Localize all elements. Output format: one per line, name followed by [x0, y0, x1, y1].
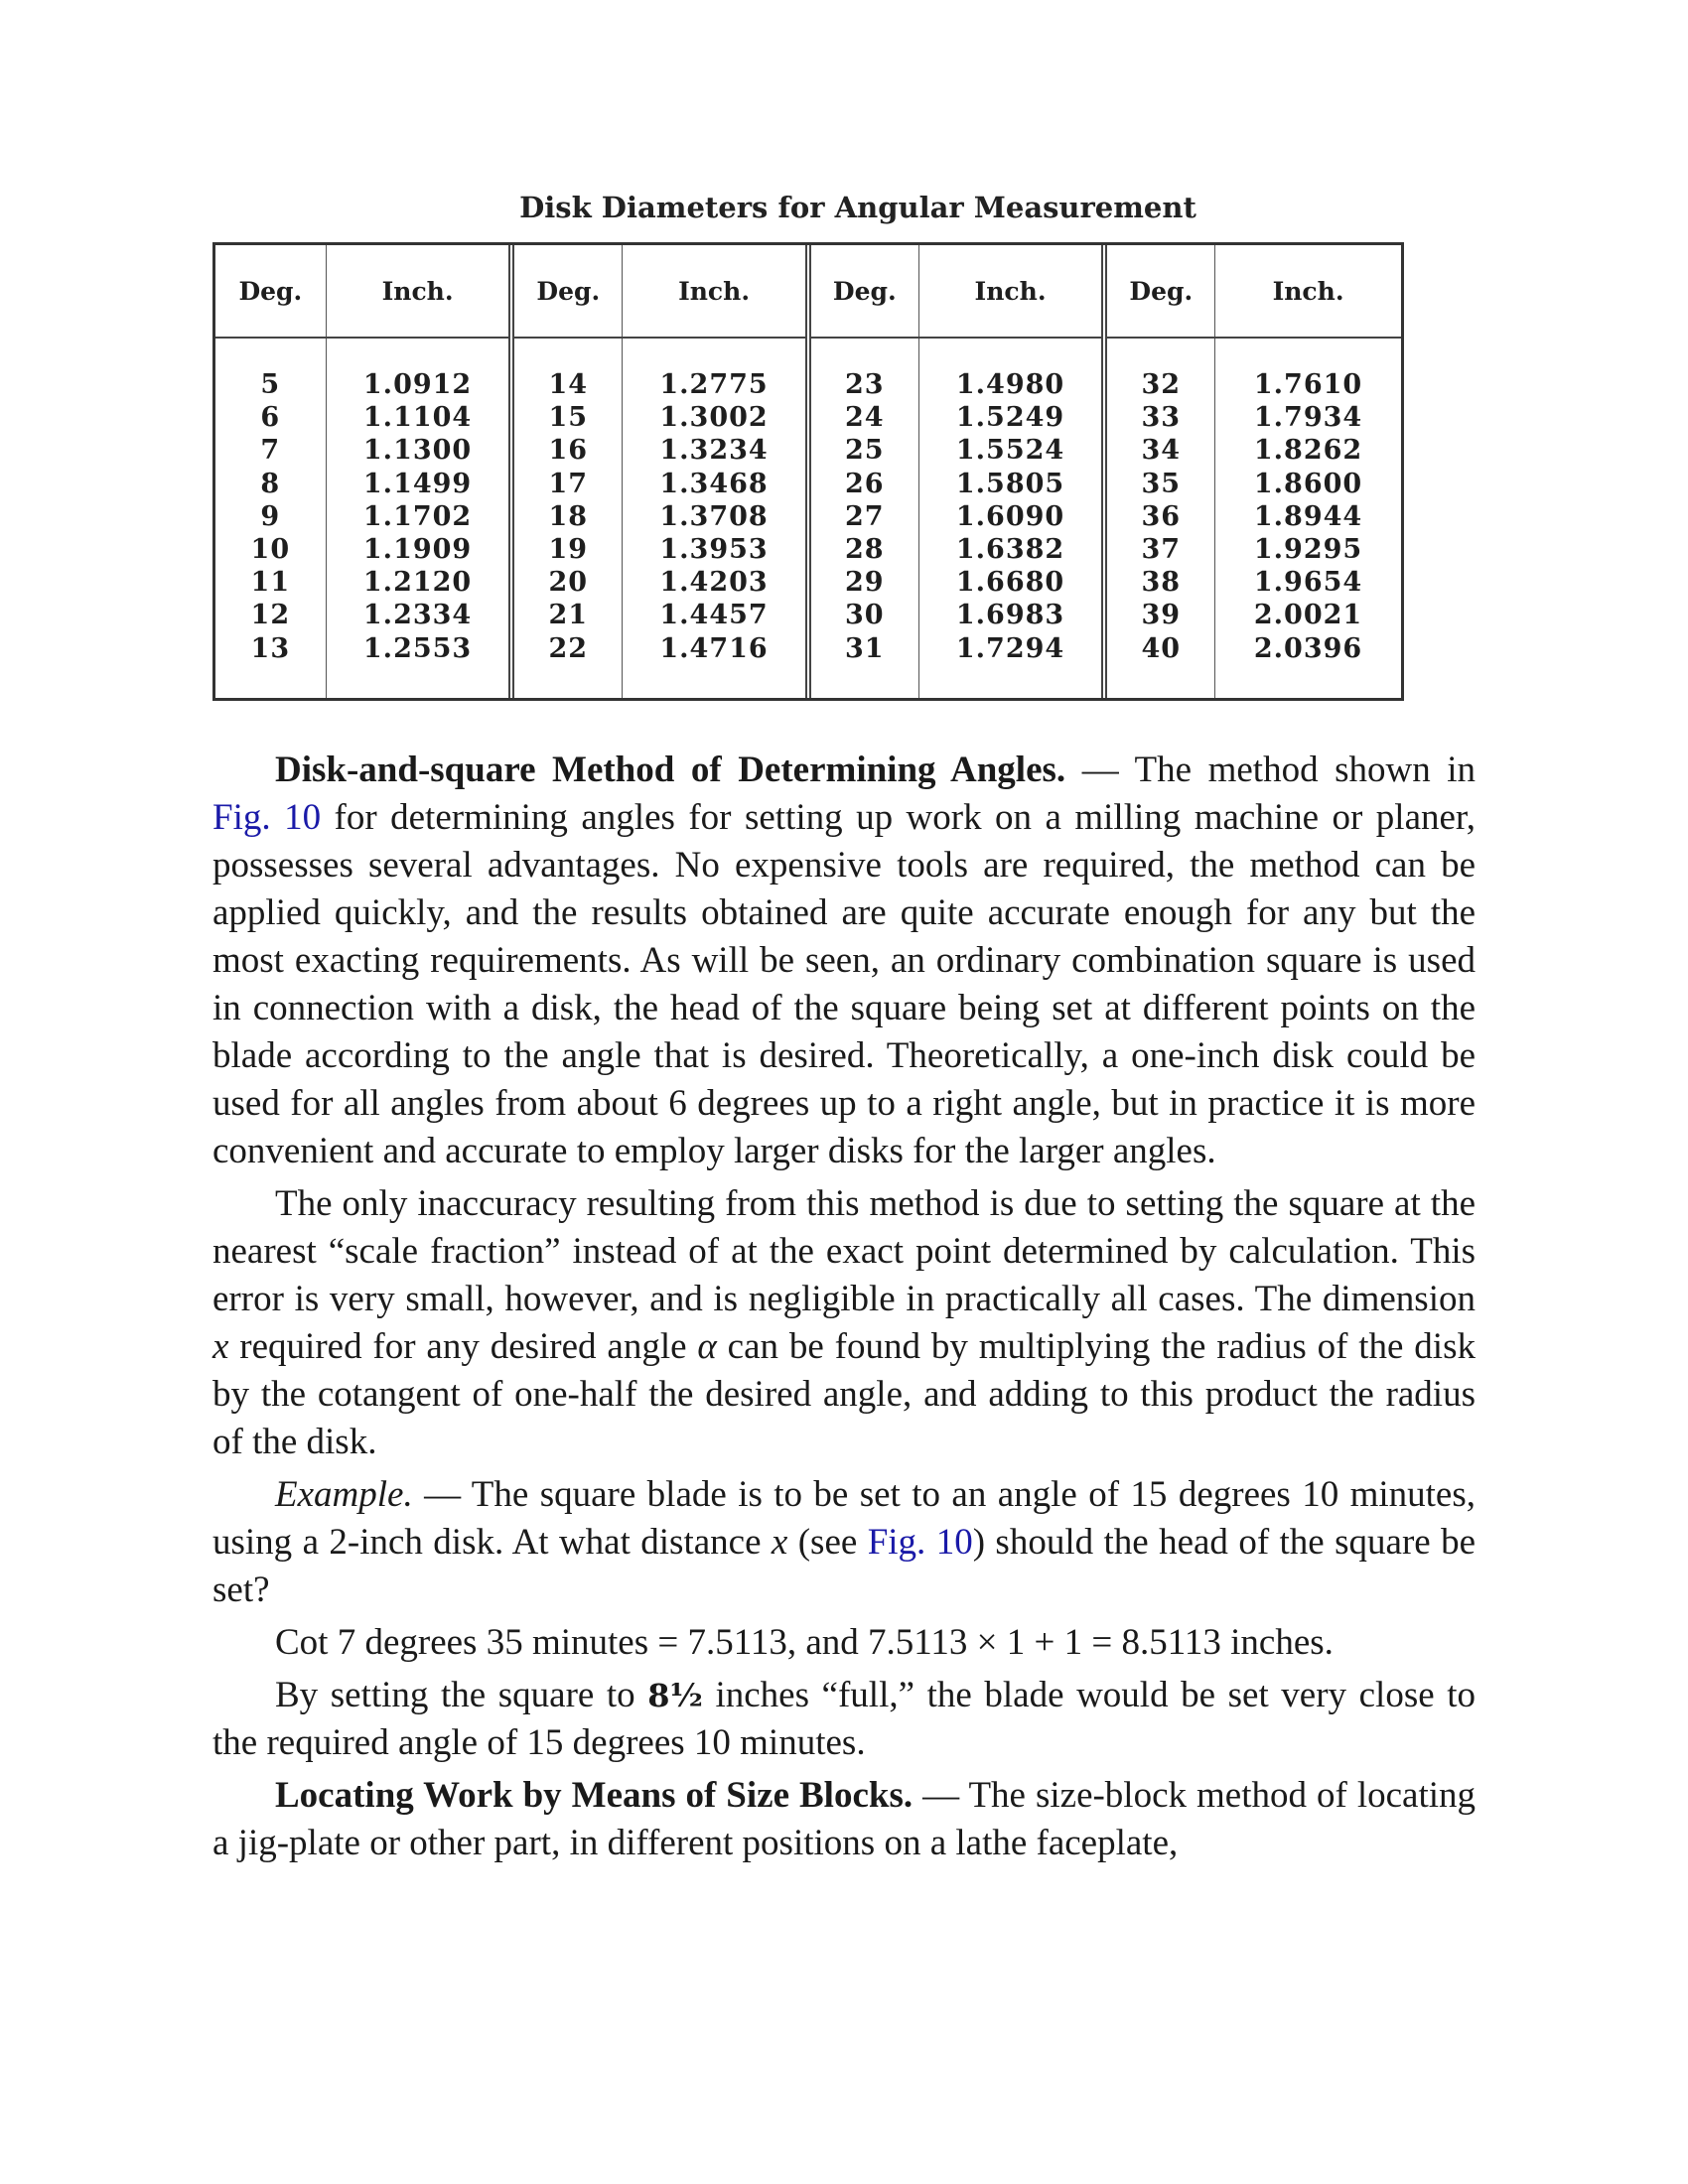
table-cell: 1.4203: [659, 567, 769, 599]
table-cell: 6: [260, 402, 281, 434]
paragraph: Disk-and-square Method of Determining Angles. — The method shown in Fig. 10 for determining angles for setting up work on a milling machine or planer, possesses several advantages. No expensive tools are required, the method can be applied quickly, and the results obtained are quite accurate enough for any but the most exacting requirements. As will be seen, an ordinary combination square is used in connection with a disk, the head of the square being set at different points on the blade according to the angle that is desired. Theoretically, a one-inch disk could be used for all angles from about 6 degrees up to a right angle, but in practice it is more convenient and accurate to employ larger disks for the larger angles.: [212, 750, 1477, 1171]
header-inch: Inch.: [1215, 245, 1401, 338]
figure-link[interactable]: Fig. 10: [212, 797, 322, 838]
table-cell: 21: [548, 600, 589, 631]
table-cell: 16: [548, 435, 589, 467]
table-cell: 28: [845, 534, 885, 566]
table-cell: 34: [1141, 435, 1182, 467]
table-cell: 2.0021: [1253, 600, 1363, 631]
table-cell: 23: [845, 369, 885, 400]
header-inch: Inch.: [326, 245, 511, 338]
table-cell: 1.6382: [955, 534, 1065, 566]
inch-column: [623, 338, 808, 698]
table-cell: 32: [1141, 369, 1182, 400]
table-cell: 19: [548, 534, 589, 566]
fraction: 8½: [647, 1677, 703, 1714]
table-cell: 27: [845, 500, 885, 532]
table-cell: 18: [548, 500, 589, 532]
deg-column: [215, 338, 326, 698]
header-inch: Inch.: [623, 245, 808, 338]
paragraph: Locating Work by Means of Size Blocks. — The size-block method of locating a jig-plate or other part, in different positions on a lathe faceplate,: [212, 1775, 1476, 1863]
table-cell: 1.2553: [362, 632, 473, 664]
table-cell: 10: [250, 534, 291, 566]
table-cell: 36: [1141, 500, 1182, 532]
table-cell: 38: [1141, 567, 1182, 599]
table-cell: 1.3234: [659, 435, 769, 467]
table-cell: 14: [548, 369, 589, 400]
table-cell: 1.0912: [362, 369, 473, 400]
table-cell: 1.4457: [659, 600, 769, 631]
paragraph: Example. — The square blade is to be set to an angle of 15 degrees 10 minutes, using a 2-inch disk. At what distance x (see Fig. 10) should the head of the square be set?: [212, 1474, 1476, 1610]
figure-link[interactable]: Fig. 10: [867, 1522, 973, 1563]
table-cell: 7: [260, 435, 281, 467]
table-cell: 1.7610: [1253, 369, 1363, 400]
inch-column: [326, 338, 511, 698]
table-cell: 2.0396: [1253, 632, 1363, 664]
table-cell: 1.8262: [1253, 435, 1363, 467]
header-deg: Deg.: [511, 245, 622, 338]
variable-alpha: α: [697, 1326, 717, 1367]
table-cell: 20: [548, 567, 589, 599]
deg-column: [511, 338, 622, 698]
section-heading: Disk-and-square Method of Determining Angles.: [275, 750, 1066, 790]
table-cell: 1.1300: [362, 435, 473, 467]
disk-diameter-table: [212, 242, 1404, 701]
table-cell: 35: [1141, 468, 1182, 499]
table-cell: 29: [845, 567, 885, 599]
section-heading: Locating Work by Means of Size Blocks.: [275, 1775, 914, 1816]
body-text: [212, 747, 1476, 1872]
table-cell: 26: [845, 468, 885, 499]
table-cell: 1.5249: [955, 402, 1065, 434]
table-cell: 1.3708: [659, 500, 769, 532]
inch-column: [1215, 338, 1401, 698]
table-cell: 33: [1141, 402, 1182, 434]
table-cell: 1.3953: [659, 534, 769, 566]
table-cell: 1.9295: [1253, 534, 1363, 566]
paragraph: The only inaccuracy resulting from this method is due to setting the square at the nearest “scale fraction” instead of at the exact point determined by calculation. This error is very small, however, and is negligible in practically all cases. The dimension x required for any desired angle α can be found by multiplying the radius of the disk by the cotangent of one-half the desired angle, and adding to this product the radius of the disk.: [212, 1183, 1476, 1462]
table-cell: 9: [260, 500, 281, 532]
table-cell: 11: [250, 567, 291, 599]
table-cell: 1.4716: [659, 632, 769, 664]
table-cell: 22: [548, 632, 589, 664]
paragraph: By setting the square to 8½ inches “full,” the blade would be set very close to the required angle of 15 degrees 10 minutes.: [212, 1675, 1476, 1763]
header-inch: Inch.: [918, 245, 1104, 338]
table-cell: 1.1909: [362, 534, 473, 566]
table-cell: 12: [250, 600, 291, 631]
variable-x: x: [771, 1522, 788, 1563]
header-deg: Deg.: [808, 245, 918, 338]
table-cell: 1.1702: [362, 500, 473, 532]
table-cell: 15: [548, 402, 589, 434]
table-cell: 13: [250, 632, 291, 664]
table-cell: 1.1104: [362, 402, 473, 434]
table-header-row: [215, 245, 1401, 338]
table-body-row: [215, 338, 1401, 698]
table-cell: 1.2775: [659, 369, 769, 400]
table-cell: 1.6090: [955, 500, 1065, 532]
table-cell: 1.3468: [659, 468, 769, 499]
table-cell: 1.4980: [955, 369, 1065, 400]
table-cell: 17: [548, 468, 589, 499]
deg-column: [1104, 338, 1214, 698]
table-cell: 30: [845, 600, 885, 631]
table-cell: 5: [260, 369, 281, 400]
table-cell: 25: [845, 435, 885, 467]
table-cell: 1.5524: [955, 435, 1065, 467]
example-label: Example.: [275, 1474, 413, 1515]
table-cell: 1.8600: [1253, 468, 1363, 499]
table-cell: 1.1499: [362, 468, 473, 499]
header-deg: Deg.: [215, 245, 326, 338]
header-deg: Deg.: [1104, 245, 1214, 338]
table-cell: 40: [1141, 632, 1182, 664]
table-cell: 1.2334: [362, 600, 473, 631]
table-cell: 37: [1141, 534, 1182, 566]
table-cell: 31: [845, 632, 885, 664]
equation-line: Cot 7 degrees 35 minutes = 7.5113, and 7.5113 × 1 + 1 = 8.5113 inches.: [275, 1622, 1334, 1663]
table-cell: 1.7934: [1253, 402, 1363, 434]
table-cell: 1.2120: [362, 567, 473, 599]
table-cell: 39: [1141, 600, 1182, 631]
table-title: Disk Diameters for Angular Measurement: [519, 191, 1196, 224]
inch-column: [918, 338, 1104, 698]
table-cell: 24: [845, 402, 885, 434]
deg-column: [808, 338, 918, 698]
table-cell: 8: [260, 468, 281, 499]
variable-x: x: [212, 1326, 229, 1367]
table-cell: 1.7294: [955, 632, 1065, 664]
table-cell: 1.6983: [955, 600, 1065, 631]
table-cell: 1.9654: [1253, 567, 1363, 599]
table-cell: 1.6680: [955, 567, 1065, 599]
table-cell: 1.8944: [1253, 500, 1363, 532]
table-cell: 1.5805: [955, 468, 1065, 499]
table-cell: 1.3002: [659, 402, 769, 434]
